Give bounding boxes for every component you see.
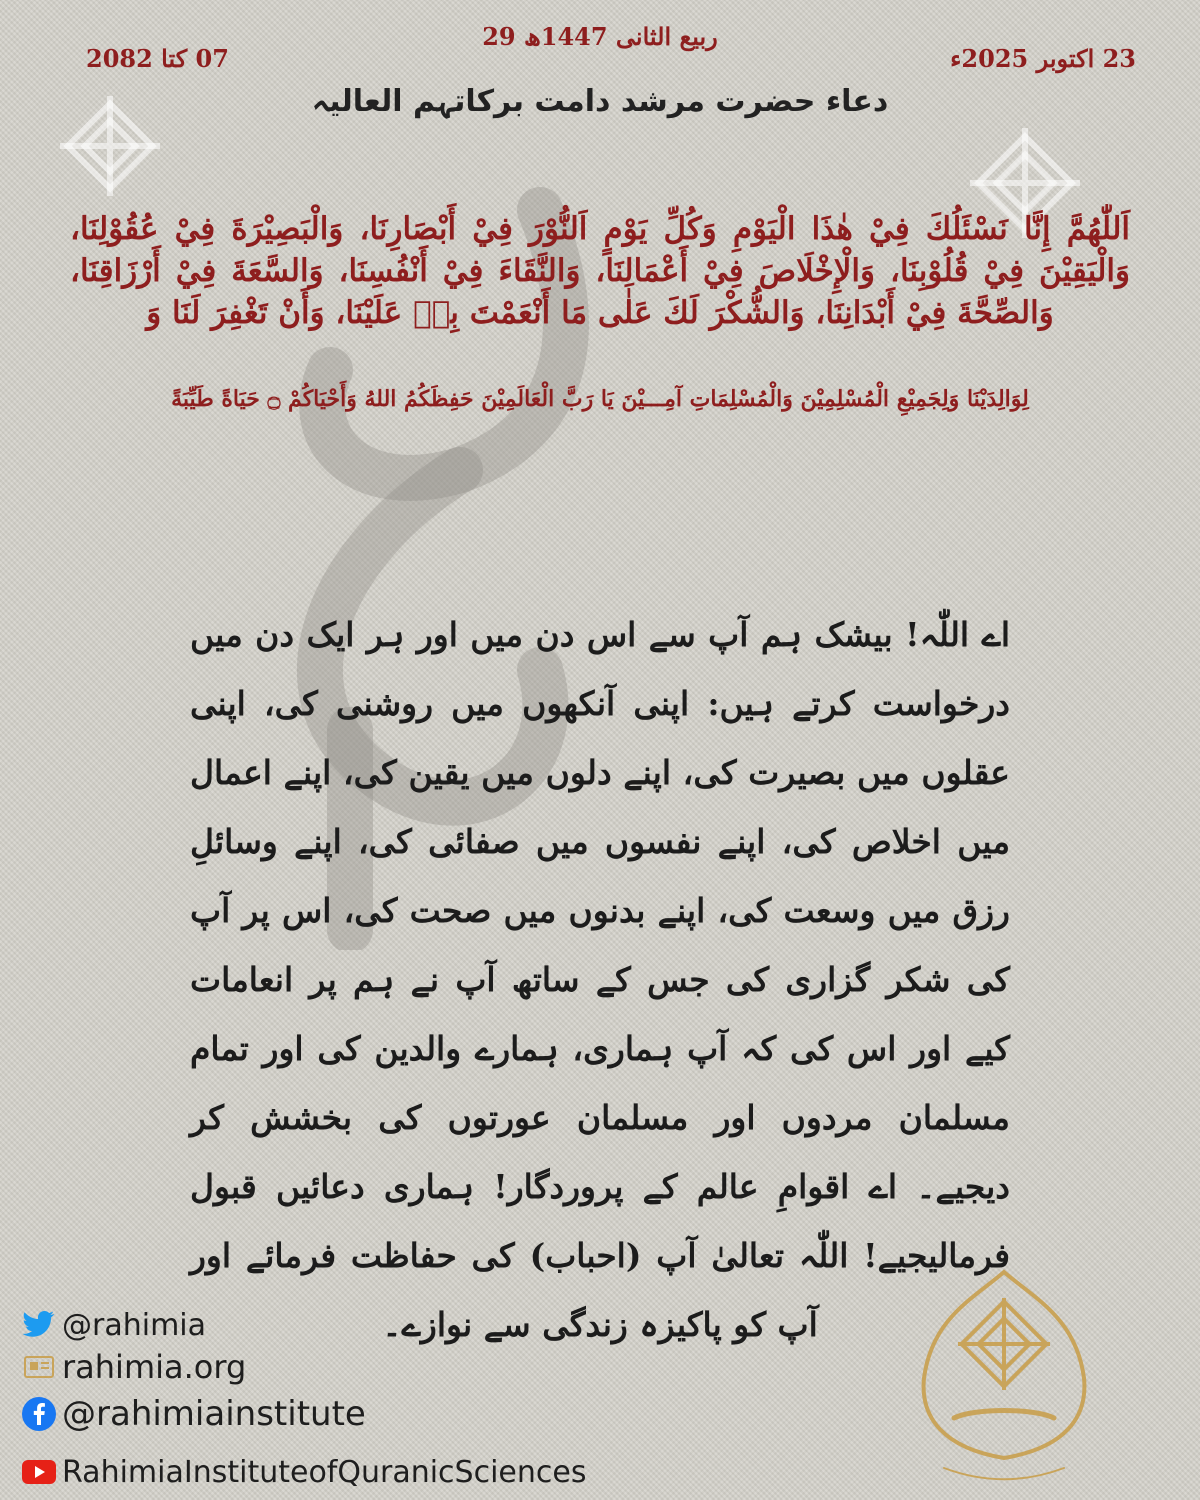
- page-title: دعاء حضرت مرشد دامت برکاتہم العالیہ: [311, 84, 889, 119]
- gregorian-date: 23 اکتوبر 2025ء: [950, 44, 1136, 73]
- arabic-dua-closing: لِوَالِدَيْنَا وَلِجَمِيْعِ الْمُسْلِمِيْنَ وَالْمُسْلِمَاتِ آمِـــيْنَ يَا رَبَّ الْعَالَمِيْنَ حَفِظَكُمُ اللهُ وَأَحْيَاكُمْ ۝ حَيَاةً طَيِّبَةً: [171, 386, 1029, 412]
- urdu-translation: اے اللّٰہ! بیشک ہم آپ سے اس دن میں اور ہر ایک دن میں درخواست کرتے ہیں: اپنی آنکھوں میں روشنی کی، اپنی عقلوں میں بصیرت کی، اپنے دلوں میں یقین کی، اپنے اعمال میں اخلاص کی، اپنے نفسوں میں صفائی کی، اپنے وسائلِ رزق میں وسعت کی، اپنے بدنوں میں صحت کی، اس پر آپ کی شکر گزاری کی جس کے ساتھ آپ نے ہم پر انعامات کیے اور اس کی کہ آپ ہماری، ہمارے والدین کی اور تمام مسلمان مردوں اور مسلمان عورتوں کی بخشش کر دیجیے۔ اے اقوامِ عالم کے پروردگار! ہماری دعائیں قبول فرمالیجیے! اللّٰہ تعالیٰ آپ (احباب) کی حفاظت فرمائے اور آپ کو پاکیزہ زندگی سے نوازے۔: [190, 615, 1010, 1344]
- rahimia-logo: [914, 1268, 1094, 1490]
- social-youtube[interactable]: [22, 1451, 586, 1493]
- youtube-icon: [22, 1455, 56, 1489]
- desi-date: 07 کتا 2082: [86, 44, 229, 73]
- social-facebook[interactable]: [22, 1393, 366, 1435]
- hijri-date: 29 ربیع الثانی 1447ھ: [482, 22, 718, 51]
- twitter-handle: @rahimia: [62, 1307, 207, 1343]
- youtube-channel: RahimiaInstituteofQuranicSciences: [62, 1454, 587, 1490]
- web-icon: [22, 1350, 56, 1384]
- social-twitter[interactable]: [22, 1304, 206, 1346]
- facebook-handle: @rahimiainstitute: [62, 1394, 366, 1434]
- facebook-icon: [22, 1397, 56, 1431]
- social-website[interactable]: [22, 1346, 246, 1388]
- website-link: rahimia.org: [62, 1348, 247, 1386]
- arabic-dua: اَللّٰهُمَّ إِنَّا نَسْئَلُكَ فِيْ هٰذَا الْيَوْمِ وَكُلِّ يَوْمٍ اَلنُّوْرَ فِيْ أَبْصَارِنَا، وَالْبَصِيْرَةَ فِيْ عُقُوْلِنَا، وَالْيَقِيْنَ فِيْ قُلُوْبِنَا، وَالْإِخْلَاصَ فِيْ أَعْمَالِنَا، وَالنَّقَاءَ فِيْ أَنْفُسِنَا، وَالسَّعَةَ فِيْ أَرْزَاقِنَا، وَالصِّحَّةَ فِيْ أَبْدَانِنَا، وَالشُّكْرَ لَكَ عَلٰى مَا أَنْعَمْتَ بِهٖ عَلَيْنَا، وَأَنْ تَغْفِرَ لَنَا وَ: [70, 211, 1130, 331]
- twitter-icon: [22, 1308, 56, 1342]
